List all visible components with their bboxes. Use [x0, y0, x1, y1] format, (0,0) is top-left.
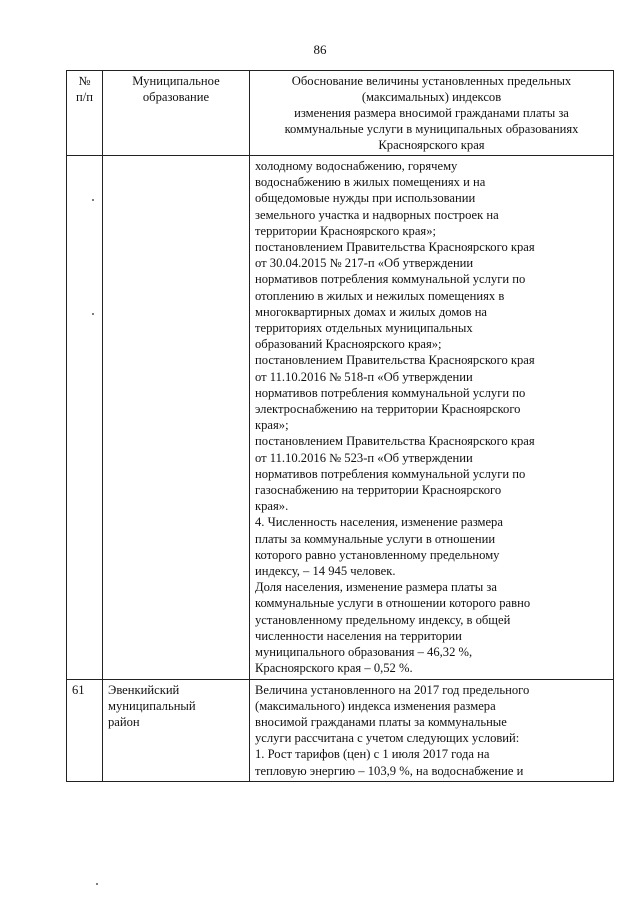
table-header-row — [67, 71, 614, 156]
header-municipality-column — [103, 71, 250, 156]
header-justification-label: Обоснование величины установленных предельных (максимальных) индексов изменения размера вносимой гражданами платы за коммунальные услуги в муниципальных образованиях Красноярского края — [284, 74, 579, 152]
justification-paragraph: 4. Численность населения, изменение размера платы за коммунальные услуги в отношении которого равно установленному предельному индексу, – 14 945 человек. — [255, 515, 503, 579]
row-number-cell — [67, 156, 103, 680]
scan-speck — [96, 883, 98, 885]
table-row-continuation — [67, 156, 614, 680]
header-justification-column — [250, 71, 614, 156]
indices-table — [66, 70, 614, 782]
header-municipality-label: Муниципальное образование — [132, 74, 220, 105]
justification-paragraph: 1. Рост тарифов (цен) с 1 июля 2017 года на тепловую энергию – 103,9 %, на водоснабжение и — [255, 747, 524, 778]
municipality-cell — [103, 156, 250, 680]
header-number-label: № п/п — [76, 74, 93, 105]
justification-cell — [250, 156, 614, 680]
justification-paragraph: постановлением Правительства Красноярского края от 11.10.2016 № 518-п «Об утверждении нормативов потребления коммунальной услуги по электроснабжению на территории Красноярского края»; — [255, 353, 535, 433]
table-row-61 — [67, 679, 614, 781]
justification-cell — [250, 679, 614, 781]
justification-paragraph: холодному водоснабжению, горячему водоснабжению в жилых помещениях и на общедомовые нужды при использовании земельного участка и надворных построек на территории Красноярского края»; — [255, 159, 499, 238]
municipality-cell: Эвенкийский муниципальный район — [103, 679, 250, 781]
scan-speck — [92, 313, 94, 315]
justification-paragraph: постановлением Правительства Красноярского края от 11.10.2016 № 523-п «Об утверждении нормативов потребления коммунальной услуги по газоснабжению на территории Красноярского края». — [255, 434, 535, 514]
row-number-cell: 61 — [67, 679, 103, 781]
justification-paragraph: постановлением Правительства Красноярского края от 30.04.2015 № 217-п «Об утверждении нормативов потребления коммунальной услуги по отоплению в жилых и нежилых помещениях в многоквартирных домах и жилых домов на территориях отдельных муниципальных образований Красноярского края»; — [255, 240, 535, 352]
page-number: 86 — [313, 42, 327, 57]
justification-paragraph: Доля населения, изменение размера платы за коммунальные услуги в отношении которого равно установленному предельному индексу, в общей численности населения на территории муниципального образования – 46,32 %, Красноярского края – 0,52 %. — [255, 580, 531, 676]
header-number-column — [67, 71, 103, 156]
justification-paragraph: Величина установленного на 2017 год предельного (максимального) индекса изменения размера вносимой гражданами платы за коммунальные услуги рассчитана с учетом следующих условий: — [255, 682, 530, 746]
scan-speck — [92, 199, 94, 201]
